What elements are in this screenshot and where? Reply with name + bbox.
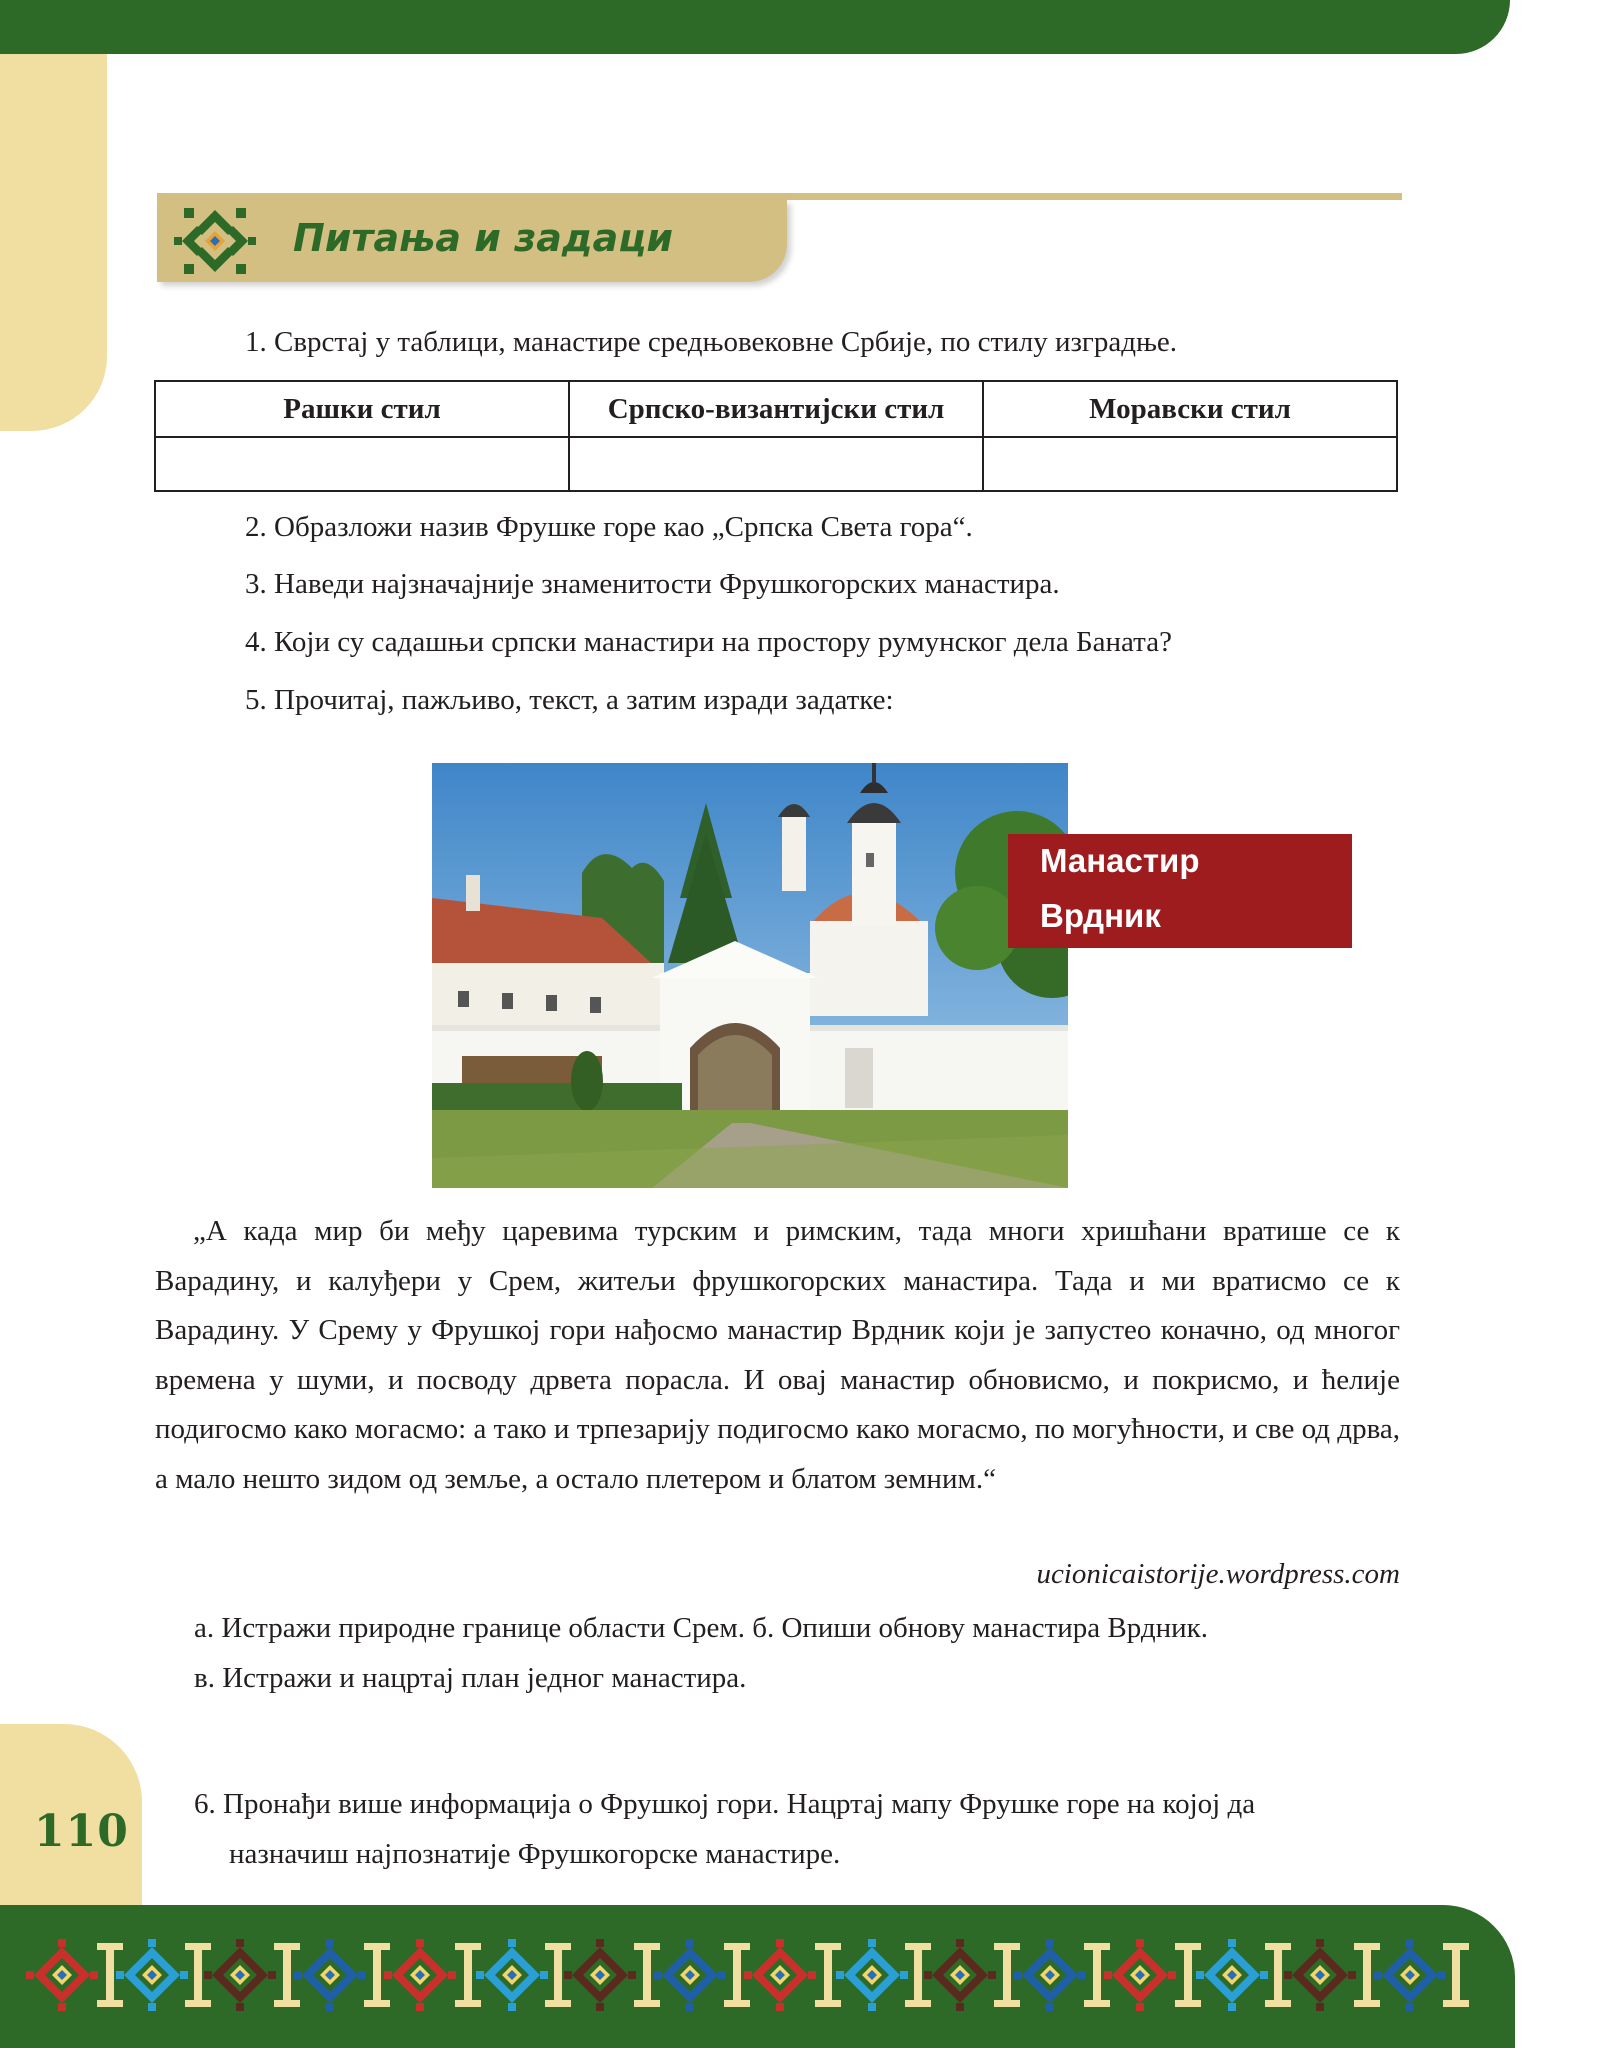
table-header-morava: Моравски стил (983, 381, 1397, 437)
folk-ornament-pattern (0, 1905, 1515, 2048)
task-line-2: в. Истражи и нацртај план једног манастира. (194, 1662, 747, 1694)
table-cell-serbo-byzantine[interactable] (569, 437, 983, 491)
task-line-1: а. Истражи природне границе области Срем. б. Опиши обнову манастира Врдник. (194, 1612, 1208, 1644)
passage-text: „А када мир би међу царевима турским и римским, тада многи хришћани вратише се к Варадину, и калуђери у Срем, житељи фрушкогорских манастира. Тада и ми вратисмо се к Варадину. У Срему у Фрушкој гори нађосмо манастир Врдник који је запустео коначно, од многог времена у шуми, и посводу дрвета порасла. И овај манастир обновисмо, и покрисмо, и ћелије подигосмо како могасмо: а тако и трпезарију подигосмо како могасмо, по могућности, и све од дрва, а мало нешто зидом од земље, а остало плетером и блатом земним.“ (155, 1215, 1400, 1495)
question-5: 5. Прочитај, пажљиво, текст, а затим изради задатке: (245, 684, 894, 716)
style-classification-table (154, 380, 1398, 492)
page-number: 110 (34, 1806, 129, 1857)
photo-caption-line-2: Врдник (1040, 897, 1161, 934)
table-header-raska: Рашки стил (155, 381, 569, 437)
question-3: 3. Наведи најзначајније знаменитости Фрушкогорских манастира. (245, 568, 1060, 600)
ornament-icon (172, 200, 258, 282)
passage-source: ucionicaistorije.wordpress.com (1036, 1558, 1400, 1590)
table-cell-morava[interactable] (983, 437, 1397, 491)
question-6-line-1: 6. Пронађи више информација о Фрушкој гори. Нацртај мапу Фрушке горе на којој да (194, 1788, 1256, 1820)
question-4: 4. Који су садашњи српски манастири на простору румунског дела Баната? (245, 626, 1172, 658)
quoted-passage (155, 1207, 1400, 1504)
bottom-ornament-band (0, 1905, 1515, 2048)
table-cell-raska[interactable] (155, 437, 569, 491)
question-6-line-2: назначиш најпознатије Фрушкогорске манастире. (229, 1838, 841, 1870)
top-border-band (0, 0, 1510, 54)
monastery-photo (432, 763, 1068, 1188)
section-title: Питања и задаци (293, 216, 673, 260)
left-margin-tab (0, 54, 107, 431)
header-rule (157, 193, 1402, 200)
table-header-serbo-byzantine: Српско-византијски стил (569, 381, 983, 437)
question-1: 1. Сврстај у таблици, манастире средњовековне Србије, по стилу изградње. (245, 326, 1178, 358)
photo-caption-line-1: Манастир (1040, 842, 1200, 879)
question-2: 2. Образложи назив Фрушке горе као „Српска Света гора“. (245, 511, 973, 543)
